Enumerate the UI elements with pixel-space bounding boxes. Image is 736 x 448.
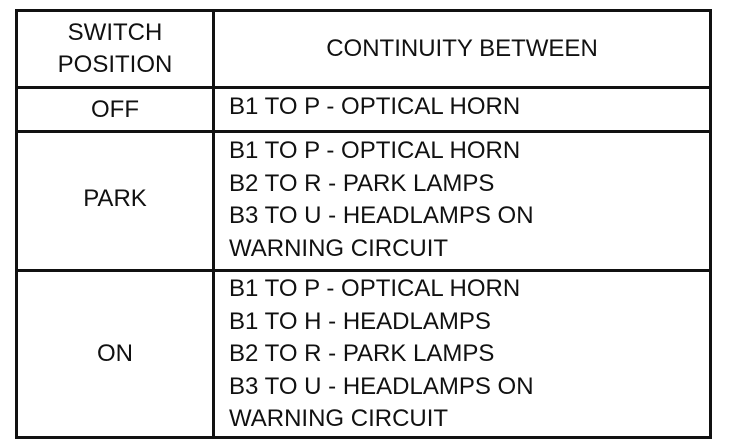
position-cell (18, 89, 212, 130)
continuity-cell (215, 89, 709, 130)
table-row-off (18, 89, 709, 130)
continuity-line: B1 TO P - OPTICAL HORN (229, 93, 521, 120)
header-continuity (215, 12, 709, 86)
header-continuity-label: CONTINUITY BETWEEN (326, 34, 598, 62)
switch-continuity-table (15, 9, 712, 439)
continuity-line: B2 TO R - PARK LAMPS (229, 340, 495, 367)
header-row (18, 12, 709, 86)
continuity-line: B1 TO P - OPTICAL HORN (229, 137, 521, 164)
position-label: PARK (83, 185, 147, 212)
continuity-cell (215, 272, 709, 436)
position-label: ON (97, 340, 133, 367)
continuity-cell (215, 133, 709, 269)
continuity-line: B3 TO U - HEADLAMPS ON (229, 372, 534, 400)
continuity-line: WARNING CIRCUIT (229, 405, 449, 432)
header-switch-line1: SWITCH (67, 19, 163, 46)
continuity-line: B3 TO U - HEADLAMPS ON (229, 202, 534, 229)
continuity-line: B1 TO P - OPTICAL HORN (229, 275, 521, 302)
position-cell (18, 272, 212, 436)
position-cell (18, 133, 212, 269)
table-row-park (18, 133, 709, 269)
continuity-line: B2 TO R - PARK LAMPS (229, 169, 495, 197)
position-label: OFF (91, 95, 139, 123)
table-row-on (18, 272, 709, 436)
continuity-line: B1 TO H - HEADLAMPS (229, 307, 491, 335)
header-switch-position (18, 12, 212, 86)
header-switch-line2: POSITION (57, 51, 173, 78)
continuity-line: WARNING CIRCUIT (229, 234, 449, 262)
